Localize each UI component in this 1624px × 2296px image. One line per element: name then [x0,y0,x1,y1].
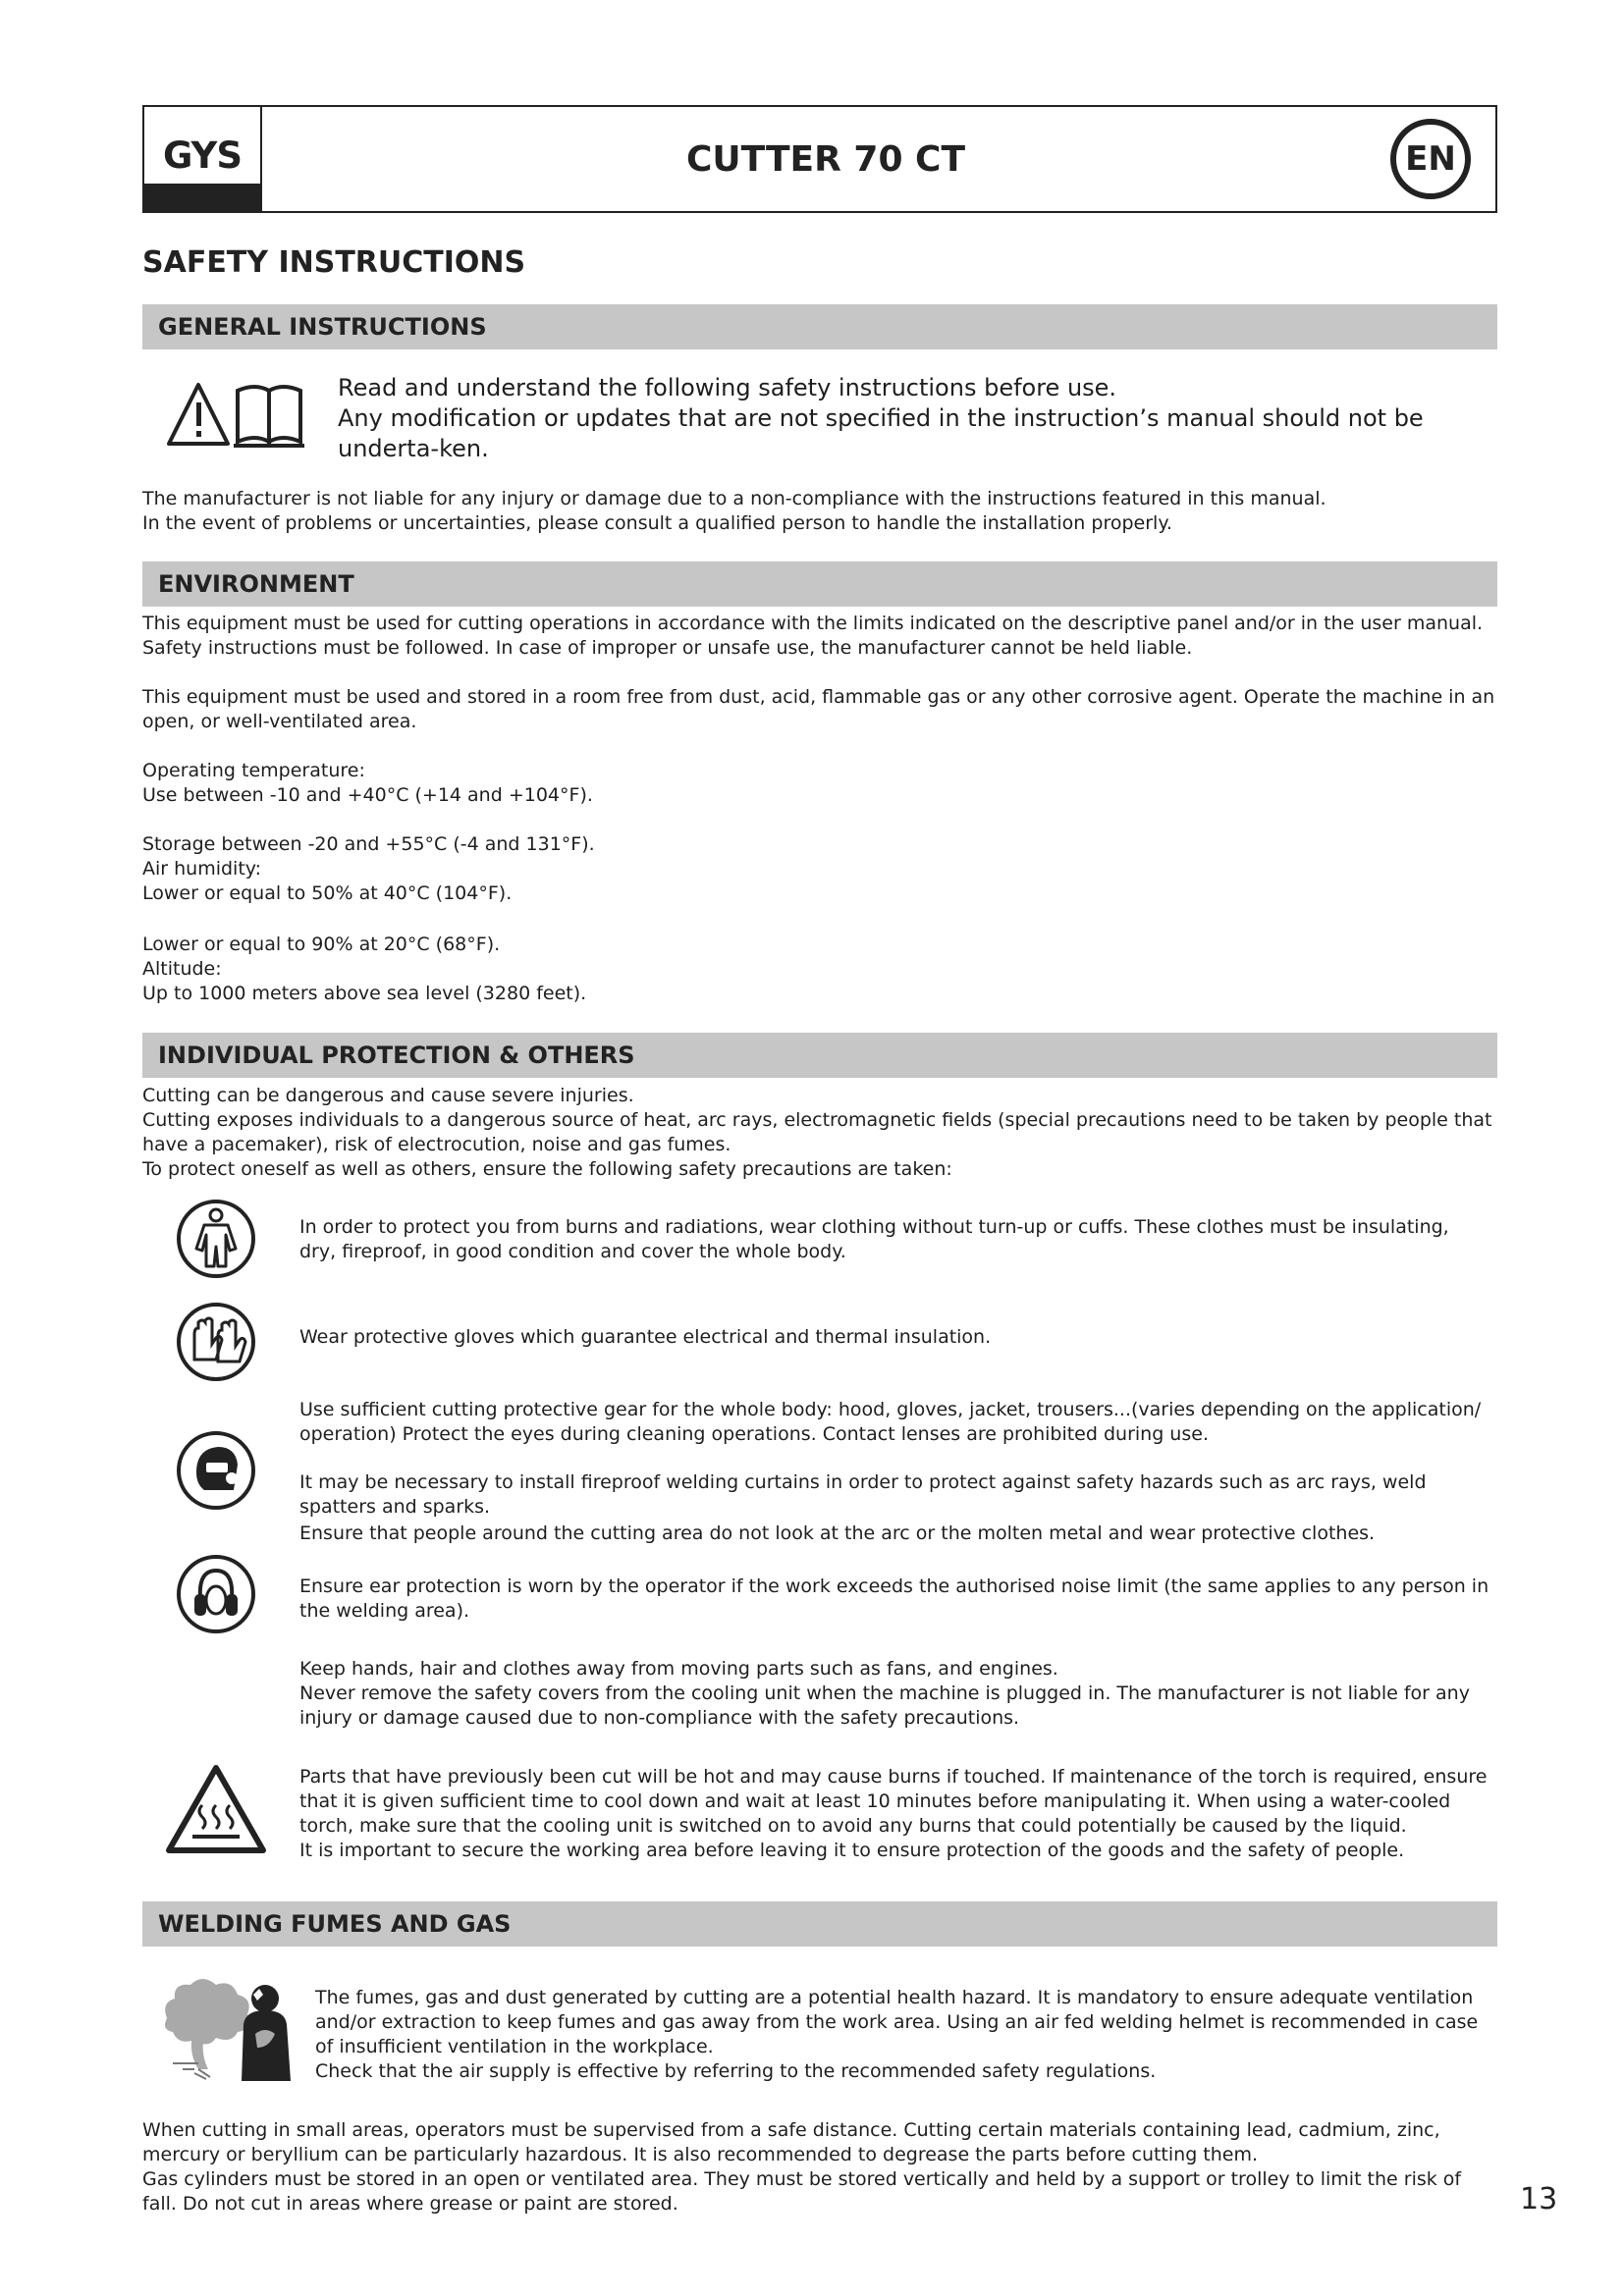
document-title: CUTTER 70 CT [685,138,966,180]
fumes-p2: Check that the air supply is effective by referring to the recommended safety regulations. [315,2060,1157,2082]
op-temp-label: Operating temperature: [142,760,365,781]
protection-intro-2: Cutting exposes individuals to a dangerous source of heat, arc rays, electromagnetic fields (special precautions need to be taken by people that have a pacemaker), risk of electrocution, noise and gas fumes. [142,1109,1492,1155]
protective-clothing-icon [175,1198,257,1284]
gloves-text: Wear protective gloves which guarantee electrical and thermal insulation. [299,1326,992,1348]
fumes-p3: When cutting in small areas, operators must be supervised from a safe distance. Cutting certain materials containing lead, cadmium, zinc, mercury or beryllium can be particularly hazardous. It is also recommended to degrease the parts before cutting them. [142,2119,1440,2165]
general-liability: The manufacturer is not liable for any injury or damage due to a non-compliance with the instructions featured in this manual. [142,488,1326,509]
moving-parts-1: Keep hands, hair and clothes away from moving parts such as fans, and engines. [299,1658,1058,1680]
gloves-icon [175,1301,257,1387]
storage-value: Storage between -20 and +55°C (-4 and 131°F). [142,833,595,855]
page-number: 13 [1520,2182,1558,2216]
moving-parts-2: Never remove the safety covers from the cooling unit when the machine is plugged in. The manufacturer is not liable for any injury or damage caused due to non-compliance with the safety precautions. [299,1682,1470,1729]
section-environment-heading: ENVIRONMENT [142,561,1497,607]
general-intro-line2: Any modification or updates that are not specified in the instruction’s manual should not be underta-ken. [338,404,1424,462]
hot-surface-icon [163,1762,269,1860]
fumes-hazard-icon [159,1975,306,2089]
environment-operating [142,759,1497,808]
hot-parts-text [299,1765,1489,1863]
humidity-value-1: Lower or equal to 50% at 40°C (104°F). [142,882,513,904]
general-intro-line1: Read and understand the following safety instructions before use. [338,374,1117,401]
general-intro [338,373,1496,464]
ear-protection-icon [175,1553,257,1639]
general-notes [142,487,1497,536]
general-problems: In the event of problems or uncertainties, please consult a qualified person to handle the installation properly. [142,512,1172,534]
clothing-text: In order to protect you from burns and radiations, wear clothing without turn-up or cuffs. These clothes must be insulating, dry, fireproof, in good condition and cover the whole body. [299,1216,1449,1262]
logo-text: GYS [163,133,242,177]
environment-p1: This equipment must be used for cutting operations in accordance with the limits indicated on the descriptive panel and/or in the user manual. Safety instructions must be followed. In case of improper or unsafe use, the manufacturer cannot be held liable. [142,613,1484,659]
altitude-value: Up to 1000 meters above sea level (3280 feet). [142,983,587,1004]
protection-intro [142,1084,1497,1182]
fumes-p1: The fumes, gas and dust generated by cutting are a potential health hazard. It is mandatory to ensure adequate ventilation and/or extraction to keep fumes and gas away from the work area. Using an air fed welding helmet is recommended in case of insufficient ventilation in the workplace. [315,1987,1479,2057]
language-code: EN [1405,139,1456,179]
section-protection-heading: INDIVIDUAL PROTECTION & OTHERS [142,1033,1497,1078]
fumes-p4: Gas cylinders must be stored in an open or ventilated area. They must be stored vertically and held by a support or trolley to limit the risk of fall. Do not cut in areas where grease or paint are stored. [142,2168,1462,2215]
logo-bar [144,184,260,211]
protection-intro-3: To protect oneself as well as others, ensure the following safety precautions are taken: [142,1158,952,1180]
humidity-label: Air humidity: [142,858,262,880]
fumes-notes [142,2118,1497,2216]
gys-logo [144,107,262,211]
fumes-intro [315,1986,1489,2084]
op-temp-value: Use between -10 and +40°C (+14 and +104°F). [142,784,593,806]
warning-manual-icon [165,379,307,454]
protection-intro-1: Cutting can be dangerous and cause severe injuries. [142,1085,634,1106]
ear-text: Ensure ear protection is worn by the operator if the work exceeds the authorised noise limit (the same applies to any person in the welding area). [299,1575,1489,1622]
hot-parts-2: It is important to secure the working area before leaving it to ensure protection of the goods and the safety of people. [299,1840,1405,1861]
curtains-text: It may be necessary to install fireproof welding curtains in order to protect against safety hazards such as arc rays, weld spatters and sparks. [299,1471,1427,1518]
document-header [142,105,1497,213]
environment-p2: This equipment must be used and stored in a room free from dust, acid, flammable gas or any other corrosive agent. Operate the machine in an open, or well-ventilated area. [142,686,1495,732]
language-badge [1389,118,1472,200]
page-title: SAFETY INSTRUCTIONS [142,245,526,280]
section-fumes-heading: WELDING FUMES AND GAS [142,1901,1497,1947]
humidity-value-2: Lower or equal to 90% at 20°C (68°F). [142,934,501,955]
section-general-heading: GENERAL INSTRUCTIONS [142,304,1497,349]
welding-mask-icon [175,1429,257,1516]
gear-text: Use sufficient cutting protective gear for the whole body: hood, gloves, jacket, trousers...(varies depending on the application/ operation) Protect the eyes during cleaning operations. Contact lenses are prohibited during use. [299,1399,1482,1445]
environment-storage [142,832,1497,906]
around-text: Ensure that people around the cutting area do not look at the arc or the molten metal and wear protective clothes. [299,1522,1376,1544]
hot-parts-1: Parts that have previously been cut will be hot and may cause burns if touched. If maintenance of the torch is required, ensure that it is given sufficient time to cool down and wait at least 10 minutes before manipulating it. When using a water-cooled torch, make sure that the cooling unit is switched on to avoid any burns that could potentially be caused by the liquid. [299,1766,1488,1837]
environment-altitude [142,933,1497,1006]
moving-parts-text [299,1657,1489,1731]
altitude-label: Altitude: [142,958,222,980]
